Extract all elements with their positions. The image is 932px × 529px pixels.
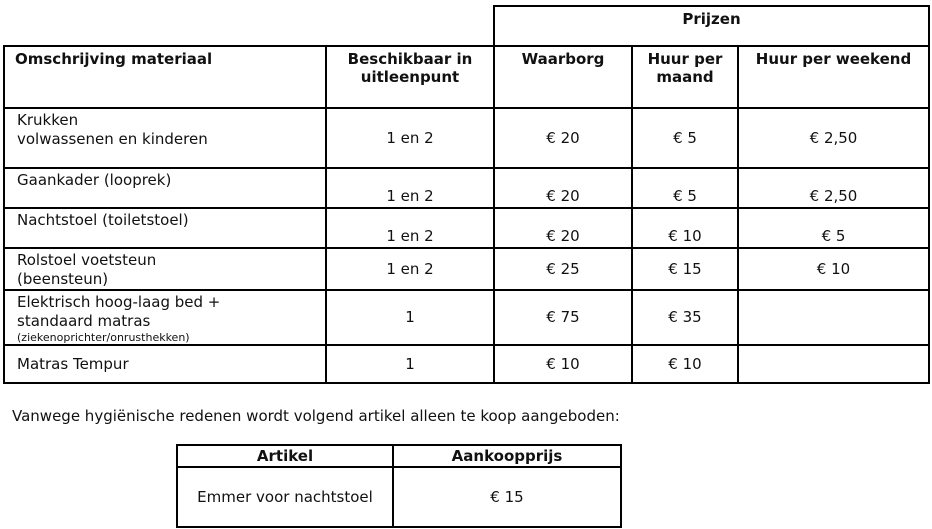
row-description [4, 345, 326, 383]
hygiene-notice: Vanwege hygiënische redenen wordt volgend artikel alleen te koop aangeboden: [12, 407, 620, 425]
header-purchase-price: Aankoopprijs [393, 445, 621, 467]
row-available: 1 [326, 290, 494, 345]
header-available: Beschikbaar in uitleenpunt [326, 46, 494, 108]
row-description [4, 208, 326, 248]
row-description [4, 248, 326, 290]
header-item: Artikel [177, 445, 393, 467]
rental-prices-table [3, 5, 930, 384]
header-deposit: Waarborg [494, 46, 632, 108]
row-deposit: € 25 [494, 248, 632, 290]
row-description [4, 290, 326, 345]
row-available: 1 en 2 [326, 108, 494, 168]
row-deposit: € 20 [494, 208, 632, 248]
row-available: 1 en 2 [326, 168, 494, 208]
blank-header-cell [4, 6, 494, 46]
header-rent-month: Huur per maand [632, 46, 738, 108]
description-line: Matras Tempur [17, 354, 129, 373]
row-available: 1 [326, 345, 494, 383]
row-available: 1 en 2 [326, 208, 494, 248]
row-rent-month: € 10 [632, 208, 738, 248]
sale-item-name: Emmer voor nachtstoel [177, 467, 393, 527]
table-row [177, 467, 621, 527]
row-available: 1 en 2 [326, 248, 494, 290]
description-line: Rolstoel voetsteun [17, 251, 157, 269]
sale-item-price: € 15 [393, 467, 621, 527]
prices-group-header: Prijzen [494, 6, 929, 46]
row-rent-weekend: € 2,50 [738, 108, 929, 168]
table-row [4, 208, 929, 248]
table-row [4, 108, 929, 168]
row-deposit: € 75 [494, 290, 632, 345]
description-note: (ziekenoprichter/onrusthekken) [17, 331, 190, 344]
description-line: (beensteun) [17, 270, 109, 288]
row-rent-month: € 5 [632, 108, 738, 168]
description-line: Nachtstoel (toiletstoel) [17, 211, 189, 229]
row-rent-month: € 15 [632, 248, 738, 290]
sale-items-table [176, 444, 622, 528]
row-deposit: € 20 [494, 168, 632, 208]
table-row [4, 290, 929, 345]
description-line: Gaankader (looprek) [17, 171, 172, 189]
table-row [4, 168, 929, 208]
description-line: standaard matras [17, 312, 151, 330]
row-rent-weekend: € 10 [738, 248, 929, 290]
row-description [4, 168, 326, 208]
row-rent-month: € 5 [632, 168, 738, 208]
row-rent-weekend [738, 290, 929, 345]
row-rent-weekend: € 2,50 [738, 168, 929, 208]
row-rent-month: € 35 [632, 290, 738, 345]
description-line: Elektrisch hoog-laag bed + [17, 293, 221, 311]
header-description: Omschrijving materiaal [4, 46, 326, 108]
row-rent-weekend [738, 345, 929, 383]
table-row [4, 345, 929, 383]
row-deposit: € 10 [494, 345, 632, 383]
row-deposit: € 20 [494, 108, 632, 168]
row-rent-month: € 10 [632, 345, 738, 383]
table-row [4, 248, 929, 290]
description-line: Krukken [17, 111, 79, 129]
row-description [4, 108, 326, 168]
description-line: volwassenen en kinderen [17, 130, 208, 148]
header-rent-weekend: Huur per weekend [738, 46, 929, 108]
row-rent-weekend: € 5 [738, 208, 929, 248]
